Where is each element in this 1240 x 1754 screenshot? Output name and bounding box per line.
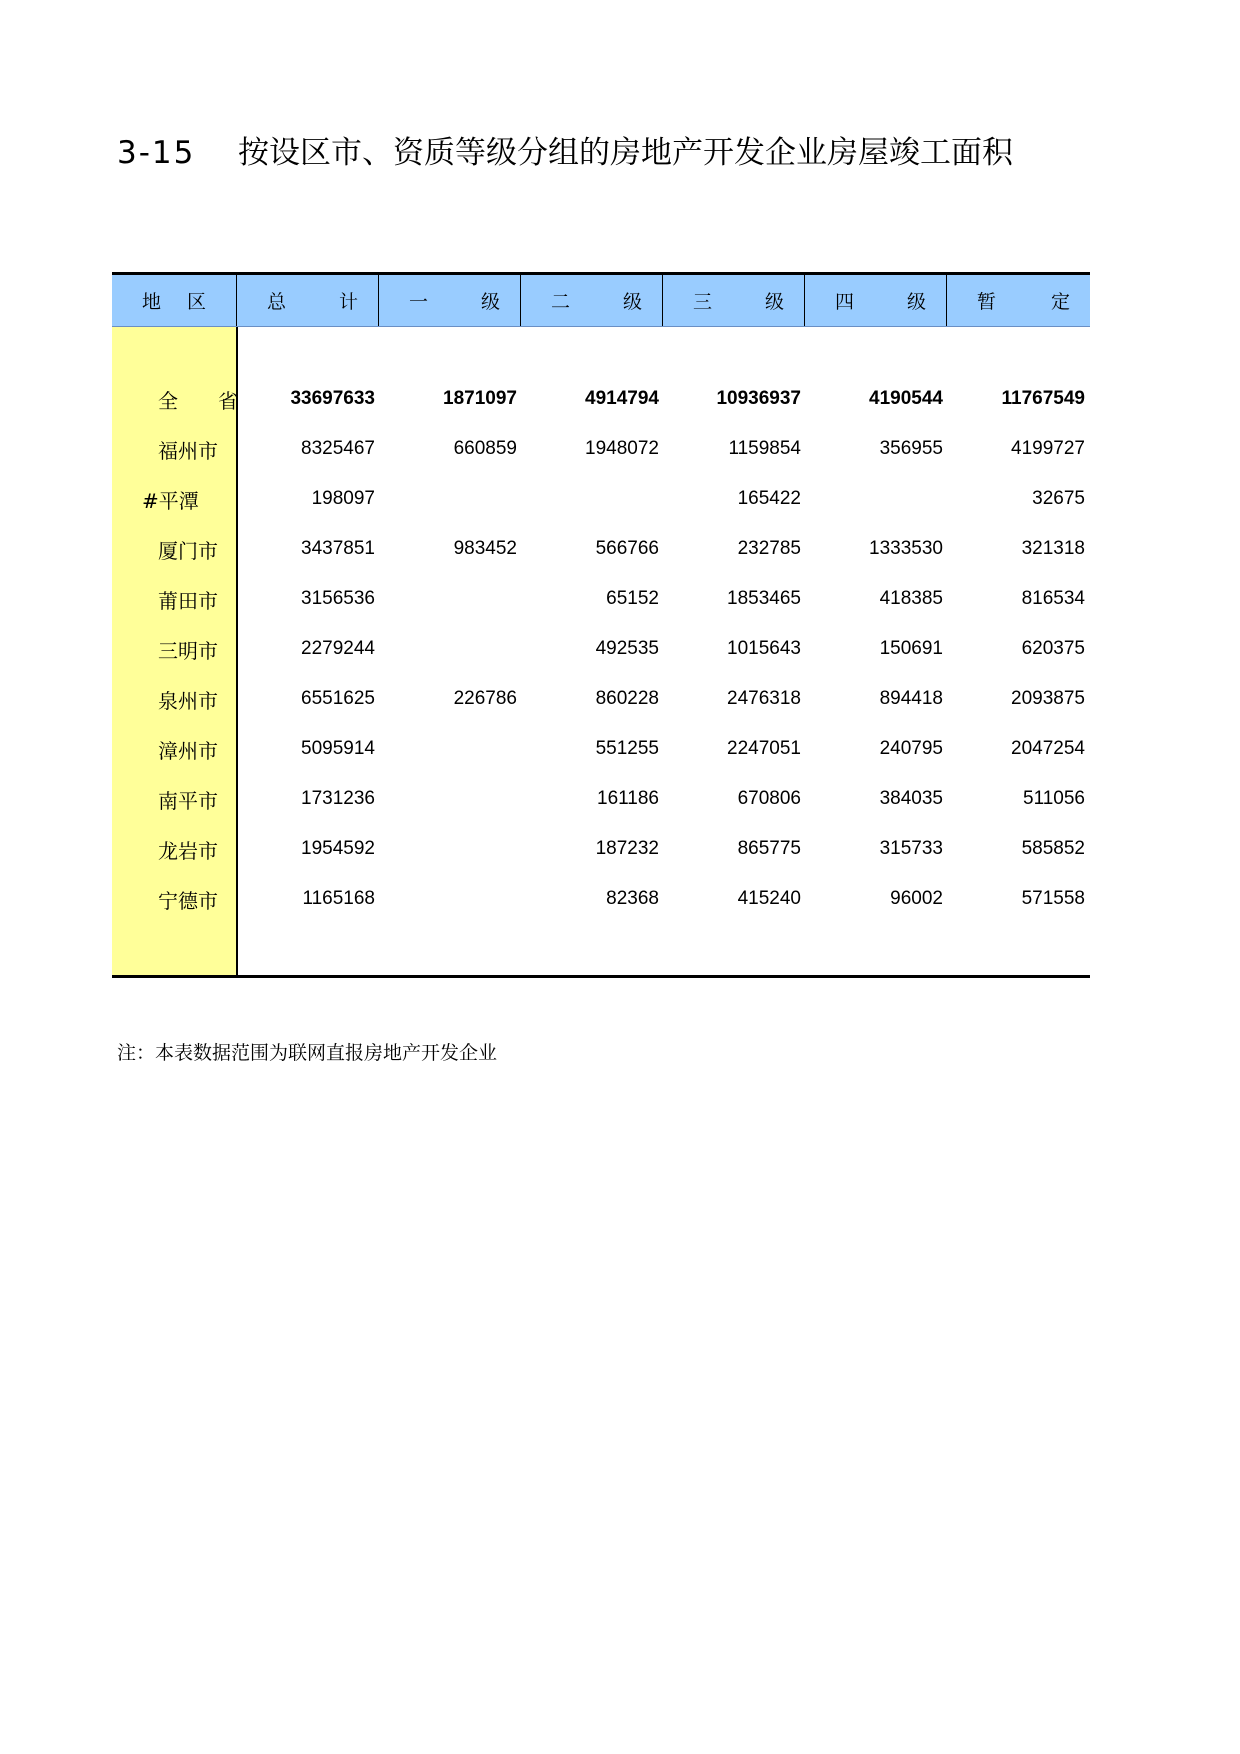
cell-grade-1: 660859 bbox=[453, 438, 517, 459]
header-grade-4 bbox=[805, 275, 947, 326]
row-name: 泉州市 bbox=[158, 688, 218, 713]
table-row bbox=[112, 574, 1090, 624]
cell-total: 8325467 bbox=[301, 438, 375, 459]
cell-grade-3: 1853465 bbox=[727, 588, 801, 609]
header-grade-3-char-1: 三 bbox=[693, 291, 713, 313]
header-grade-2-char-1: 二 bbox=[551, 291, 571, 313]
cell-total: 198097 bbox=[311, 488, 375, 509]
header-grade-4-char-2: 级 bbox=[906, 291, 926, 313]
header-grade-4-char-1: 四 bbox=[835, 291, 855, 313]
cell-grade-2: 1948072 bbox=[585, 438, 659, 459]
table-title: 按设区市、资质等级分组的房地产开发企业房屋竣工面积 bbox=[238, 135, 1013, 171]
header-total-char-2: 计 bbox=[338, 291, 358, 313]
cell-grade-3: 670806 bbox=[737, 788, 801, 809]
cell-provisional: 571558 bbox=[1021, 888, 1085, 909]
header-provisional bbox=[947, 275, 1090, 326]
table-row bbox=[112, 624, 1090, 674]
cell-grade-2: 566766 bbox=[595, 538, 659, 559]
cell-grade-3: 1159854 bbox=[728, 438, 801, 459]
cell-grade-3: 865775 bbox=[737, 838, 801, 859]
header-region-char-2: 区 bbox=[187, 291, 207, 313]
cell-grade-3: 165422 bbox=[737, 488, 801, 509]
cell-provisional: 511056 bbox=[1023, 788, 1085, 809]
cell-grade-3: 415240 bbox=[737, 888, 801, 909]
header-grade-2-char-2: 级 bbox=[622, 291, 642, 313]
cell-total: 3156536 bbox=[301, 588, 375, 609]
cell-provisional: 2093875 bbox=[1011, 688, 1085, 709]
cell-provisional: 585852 bbox=[1021, 838, 1085, 859]
cell-provisional: 11767549 bbox=[1001, 388, 1085, 409]
header-total-char-1: 总 bbox=[267, 291, 287, 313]
cell-total: 1165168 bbox=[302, 888, 375, 909]
table-row bbox=[112, 824, 1090, 874]
table-bottom-rule bbox=[112, 975, 1090, 978]
cell-grade-4: 894418 bbox=[879, 688, 943, 709]
cell-total: 33697633 bbox=[290, 388, 375, 409]
cell-provisional: 4199727 bbox=[1011, 438, 1085, 459]
row-name: 福州市 bbox=[158, 438, 218, 463]
table-row bbox=[112, 724, 1090, 774]
cell-grade-3: 10936937 bbox=[716, 388, 801, 409]
table-number: 3-15 bbox=[117, 135, 196, 171]
row-name: 南平市 bbox=[158, 788, 218, 813]
cell-grade-4: 384035 bbox=[879, 788, 943, 809]
cell-provisional: 816534 bbox=[1021, 588, 1085, 609]
cell-total: 1731236 bbox=[301, 788, 375, 809]
table-header bbox=[112, 275, 1090, 327]
table-footnote: 注：本表数据范围为联网直报房地产开发企业 bbox=[117, 1042, 498, 1064]
table-row bbox=[112, 474, 1090, 524]
cell-grade-2: 65152 bbox=[606, 588, 659, 609]
cell-grade-4: 356955 bbox=[879, 438, 943, 459]
row-name: 全 省 bbox=[158, 388, 238, 413]
row-name: 莆田市 bbox=[158, 588, 218, 613]
row-name: 厦门市 bbox=[158, 538, 218, 563]
header-grade-1-char-2: 级 bbox=[480, 291, 500, 313]
page-title bbox=[117, 127, 1013, 172]
header-grade-1 bbox=[379, 275, 521, 326]
cell-grade-4: 96002 bbox=[890, 888, 943, 909]
cell-grade-2: 4914794 bbox=[585, 388, 659, 409]
cell-grade-3: 2247051 bbox=[727, 738, 801, 759]
cell-grade-2: 161186 bbox=[597, 788, 659, 809]
table-row bbox=[112, 674, 1090, 724]
cell-total: 2279244 bbox=[301, 638, 375, 659]
cell-grade-1: 983452 bbox=[453, 538, 517, 559]
cell-provisional: 2047254 bbox=[1011, 738, 1085, 759]
cell-grade-4: 150691 bbox=[879, 638, 943, 659]
cell-grade-2: 551255 bbox=[595, 738, 659, 759]
header-grade-1-char-1: 一 bbox=[409, 291, 429, 313]
cell-grade-2: 187232 bbox=[595, 838, 659, 859]
header-provisional-char-1: 暂 bbox=[977, 291, 997, 313]
cell-total: 1954592 bbox=[301, 838, 375, 859]
cell-grade-3: 1015643 bbox=[727, 638, 801, 659]
cell-grade-4: 240795 bbox=[879, 738, 943, 759]
cell-total: 5095914 bbox=[301, 738, 375, 759]
cell-grade-1: 226786 bbox=[453, 688, 517, 709]
table-row-province-total bbox=[112, 374, 1090, 424]
cell-grade-3: 232785 bbox=[737, 538, 801, 559]
cell-provisional: 321318 bbox=[1021, 538, 1085, 559]
cell-provisional: 32675 bbox=[1032, 488, 1085, 509]
table-row bbox=[112, 524, 1090, 574]
cell-total: 6551625 bbox=[301, 688, 375, 709]
header-provisional-char-2: 定 bbox=[1050, 291, 1070, 313]
header-grade-2 bbox=[521, 275, 663, 326]
row-name: 宁德市 bbox=[158, 888, 218, 913]
cell-grade-4: 315733 bbox=[879, 838, 943, 859]
cell-grade-2: 860228 bbox=[595, 688, 659, 709]
row-name: #平潭 bbox=[142, 488, 199, 513]
table-row bbox=[112, 874, 1090, 924]
header-region bbox=[112, 275, 237, 326]
cell-total: 3437851 bbox=[301, 538, 375, 559]
cell-provisional: 620375 bbox=[1021, 638, 1085, 659]
row-name: 三明市 bbox=[158, 638, 218, 663]
header-grade-3-char-2: 级 bbox=[764, 291, 784, 313]
cell-grade-4: 1333530 bbox=[869, 538, 943, 559]
cell-grade-2: 82368 bbox=[606, 888, 659, 909]
cell-grade-2: 492535 bbox=[595, 638, 659, 659]
row-name: 龙岩市 bbox=[158, 838, 218, 863]
cell-grade-4: 418385 bbox=[879, 588, 943, 609]
cell-grade-4: 4190544 bbox=[869, 388, 943, 409]
header-grade-3 bbox=[663, 275, 805, 326]
row-name: 漳州市 bbox=[158, 738, 218, 763]
header-total bbox=[237, 275, 379, 326]
table-row bbox=[112, 774, 1090, 824]
cell-grade-3: 2476318 bbox=[727, 688, 801, 709]
header-region-char-1: 地 bbox=[141, 291, 161, 313]
cell-grade-1: 1871097 bbox=[443, 388, 517, 409]
table-row bbox=[112, 424, 1090, 474]
